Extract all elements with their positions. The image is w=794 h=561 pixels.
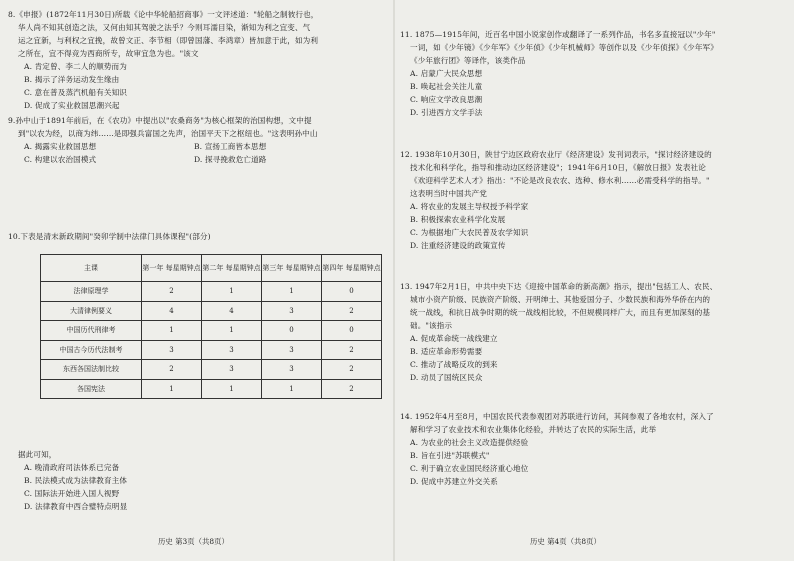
- question-8-stem-line: 运之宜新，与利权之宜挽，故曾文正、李节相（即曾国藩、李鸿章）皆加意于此，如为利: [18, 36, 319, 45]
- question-9-stem-line: 9.孙中山于1891年前后，在《农功》中提出以"农桑商务"为核心框架的治国构想，文中提: [8, 116, 312, 125]
- table-cell: 2: [142, 360, 202, 380]
- table-row: [41, 379, 382, 399]
- table-header-course: 主课: [41, 255, 142, 282]
- question-13: [400, 280, 782, 384]
- question-8-option-a: A. 肯定曾、李二人的顺势而为: [24, 62, 127, 71]
- table-cell: 2: [322, 360, 382, 380]
- page-footer-right: 历史 第4页（共8页）: [530, 537, 601, 546]
- table-row: [41, 282, 382, 302]
- table-cell: 1: [262, 282, 322, 302]
- table-cell: 3: [142, 340, 202, 360]
- table-row: [41, 321, 382, 341]
- table-cell: 1: [202, 282, 262, 302]
- question-14-stem-line: 解和学习了农业技术和农业集体化经验，并转达了农民的实际生活，此举: [410, 425, 657, 434]
- question-13-option-a: A. 促成革命统一战线建立: [410, 334, 498, 343]
- page-footer-left: 历史 第3页（共8页）: [158, 537, 229, 546]
- table-header-year3: 第三年 每星期钟点: [262, 255, 322, 282]
- table-row: [41, 360, 382, 380]
- question-9: [8, 114, 390, 166]
- question-14-option-b: B. 旨在引进"苏联模式": [410, 451, 490, 460]
- table-header-row: [41, 255, 382, 282]
- table-cell: 东西各国法制比较: [41, 360, 142, 380]
- question-12-option-c: C. 为根据地广大农民普及农学知识: [410, 228, 529, 237]
- question-14: [400, 410, 782, 488]
- table-cell: 2: [142, 282, 202, 302]
- table-cell: 3: [262, 340, 322, 360]
- table-cell: 3: [202, 340, 262, 360]
- table-cell: 4: [142, 301, 202, 321]
- question-13-stem-line: 统一战线，和抗日战争时期的统一战线相比较，不但规模同样广大，而且有更加深刻的基: [410, 308, 711, 317]
- question-12: [400, 148, 782, 252]
- table-cell: 0: [322, 321, 382, 341]
- question-10-lead: 据此可知，: [18, 450, 57, 459]
- table-row: [41, 301, 382, 321]
- question-12-stem-line: 这表明当时中国共产党: [410, 189, 487, 198]
- question-12-option-b: B. 积极探索农业科学化发展: [410, 215, 506, 224]
- question-11-option-c: C. 响应文学改良思潮: [410, 95, 483, 104]
- table-cell: 1: [142, 321, 202, 341]
- question-8-stem-line: 8.《申报》(1872年11月30日)所载《论中华轮船招商事》一文评述道："轮船之制彼行也，: [8, 10, 319, 19]
- question-13-stem-line: 13. 1947年2月1日，中共中央下达《迎接中国革命的新高潮》指示，提出"包括工人、农民、: [400, 282, 718, 291]
- question-9-option-c: C. 构建以农治国模式: [24, 155, 97, 164]
- page-fold: [393, 0, 395, 561]
- question-8-option-b: B. 揭示了洋务运动发生缘由: [24, 75, 120, 84]
- question-13-stem-line: 础。"该指示: [410, 321, 453, 330]
- curriculum-table: [40, 254, 382, 399]
- question-11-option-a: A. 启蒙广大民众思想: [410, 69, 483, 78]
- question-10-option-d: D. 法律教育中西合璧特点明显: [24, 502, 128, 511]
- table-row: [41, 340, 382, 360]
- question-8: [8, 8, 390, 112]
- question-9-option-d: D. 探寻挽救危亡道路: [194, 155, 267, 164]
- question-12-stem-line: 技术化和科学化，指导和推动边区经济建设"；1941年6月10日，《解放日报》发表社论: [410, 163, 706, 172]
- table-cell: 1: [202, 379, 262, 399]
- right-page: [400, 8, 782, 556]
- table-cell: 1: [142, 379, 202, 399]
- table-cell: 法律原理学: [41, 282, 142, 302]
- table-cell: 2: [322, 379, 382, 399]
- question-14-option-d: D. 促成中苏建立外交关系: [410, 477, 498, 486]
- table-header-year4: 第四年 每星期钟点: [322, 255, 382, 282]
- question-14-option-c: C. 利于确立农业国民经济重心地位: [410, 464, 529, 473]
- question-9-option-b: B. 宣扬工商皆本思想: [194, 142, 267, 151]
- question-8-option-c: C. 意在普及蒸汽机船有关知识: [24, 88, 127, 97]
- question-13-option-c: C. 推动了战略反攻的到来: [410, 360, 498, 369]
- question-11: [400, 28, 782, 119]
- question-10-option-a: A. 晚清政府司法体系已完备: [24, 463, 120, 472]
- question-8-option-d: D. 促成了实业救国思潮兴起: [24, 101, 120, 110]
- question-13-option-b: B. 适应革命形势需要: [410, 347, 483, 356]
- question-10-answers: [8, 448, 390, 513]
- table-cell: 中国历代刑律考: [41, 321, 142, 341]
- table-cell: 1: [262, 379, 322, 399]
- table-cell: 1: [202, 321, 262, 341]
- table-cell: 3: [202, 360, 262, 380]
- question-11-option-d: D. 引进西方文学手法: [410, 108, 483, 117]
- table-cell: 3: [262, 360, 322, 380]
- question-8-stem-line: 之所在，宜不得竞为西商所专，故审宜急为也。"该文: [18, 49, 199, 58]
- table-cell: 4: [202, 301, 262, 321]
- question-12-stem-line: 12. 1938年10月30日，陕甘宁边区政府农业厅《经济建设》发刊词表示，"探讨经济建设的: [400, 150, 712, 159]
- question-11-option-b: B. 唤起社会关注儿童: [410, 82, 483, 91]
- table-header-year1: 第一年 每星期钟点: [142, 255, 202, 282]
- table-cell: 中国古今历代法制考: [41, 340, 142, 360]
- table-header-year2: 第二年 每星期钟点: [202, 255, 262, 282]
- question-14-stem-line: 14. 1952年4月至8月，中国农民代表参观团对苏联进行访问，其间参观了各地农村，深入了: [400, 412, 714, 421]
- question-9-stem-line: 到"以农为经，以商为纬……是即强兵富国之先声，治国平天下之枢纽也。"这表明孙中山: [18, 129, 318, 138]
- question-12-stem-line: 《欢迎科学艺术人才》指出："不论是改良农农、选种、修水利……必需受科学的指导。": [410, 176, 710, 185]
- table-cell: 0: [262, 321, 322, 341]
- question-14-option-a: A. 为农业的社会主义改造提供经验: [410, 438, 529, 447]
- question-13-option-d: D. 动员了国统区民众: [410, 373, 483, 382]
- question-8-stem-line: 华人尚不知其创造之法，又何由知其驾驶之法乎？今则耳濡目染，渐知为利之宜变、气: [18, 23, 311, 32]
- question-11-stem-line: 《少年旅行团》等译作，该类作品: [410, 56, 526, 65]
- table-cell: 各国宪法: [41, 379, 142, 399]
- table-cell: 0: [322, 282, 382, 302]
- question-11-stem-line: 11. 1875—1915年间，近百名中国小说家创作或翻译了一系列作品，书名多直接冠以"少年": [400, 30, 716, 39]
- table-cell: 3: [262, 301, 322, 321]
- question-12-option-d: D. 注重经济建设的政策宣传: [410, 241, 506, 250]
- table-cell: 2: [322, 301, 382, 321]
- question-13-stem-line: 城市小资产阶级、民族资产阶级、开明绅士、其他爱国分子、少数民族和海外华侨在内的: [410, 295, 711, 304]
- question-11-stem-line: 一词，如《少年镜》《少年军》《少年侦》《少年机械师》等创作以及《少年侦探》《少年军》: [410, 43, 718, 52]
- question-9-option-a: A. 揭露实业救国思想: [24, 142, 97, 151]
- left-page: [8, 8, 390, 556]
- question-10: [8, 230, 390, 243]
- question-10-option-b: B. 民法模式成为法律教育主体: [24, 476, 128, 485]
- table-cell: 大清律例要义: [41, 301, 142, 321]
- question-10-option-c: C. 国际法开始进入国人视野: [24, 489, 120, 498]
- table-cell: 2: [322, 340, 382, 360]
- question-12-option-a: A. 将农业的发展主导权授予科学家: [410, 202, 529, 211]
- question-10-stem: 10.下表是清末新政期间"癸卯学制中法律门具体课程"(部分): [8, 232, 211, 241]
